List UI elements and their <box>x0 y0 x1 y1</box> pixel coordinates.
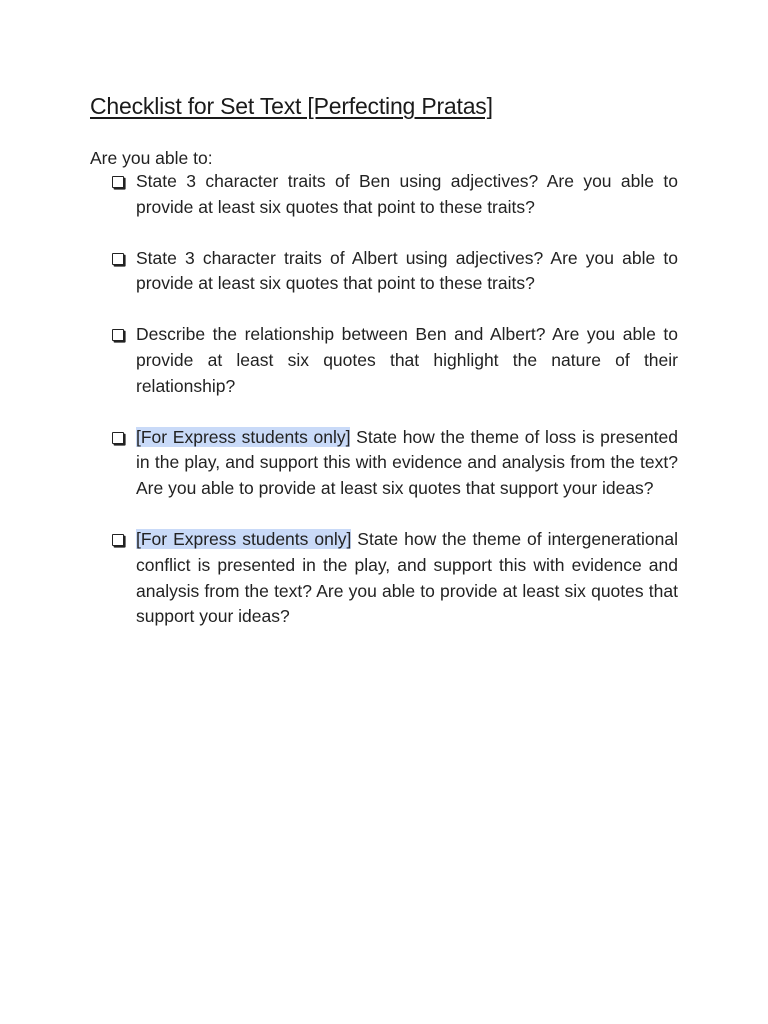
checklist <box>112 169 678 655</box>
checklist-item-text: State how the theme of intergenerational conflict is presented in the play, and support this with evidence and analysis from the text? Are you able to provide at least six quotes that support your ideas? <box>136 528 678 627</box>
highlighted-label: [For Express students only] <box>136 426 351 447</box>
checkbox-icon <box>112 329 124 341</box>
checklist-item-text: Describe the relationship between Ben and Albert? Are you able to provide at least six quotes that highlight the nature of their relationship? <box>136 324 678 396</box>
checklist-item <box>112 425 678 502</box>
checkbox-icon <box>112 253 124 265</box>
checklist-item <box>112 527 678 630</box>
document-title: Checklist for Set Text [Perfecting Pratas] <box>90 93 493 119</box>
checklist-item-text: State 3 character traits of Albert using adjectives? Are you able to provide at least six quotes that point to these traits? <box>136 247 678 294</box>
highlighted-label: [For Express students only] <box>136 528 352 549</box>
checklist-item <box>112 322 678 399</box>
checkbox-icon <box>112 534 124 546</box>
checklist-item-text: State how the theme of loss is presented in the play, and support this with evidence and analysis from the text? Are you able to provide at least six quotes that support your ideas? <box>136 426 678 499</box>
checkbox-icon <box>112 176 124 188</box>
checklist-item <box>112 246 678 298</box>
checklist-item <box>112 169 678 221</box>
checklist-item-text: State 3 character traits of Ben using adjectives? Are you able to provide at least six quotes that point to these traits? <box>136 171 678 217</box>
intro-text: Are you able to: <box>90 148 213 168</box>
checkbox-icon <box>112 432 124 444</box>
